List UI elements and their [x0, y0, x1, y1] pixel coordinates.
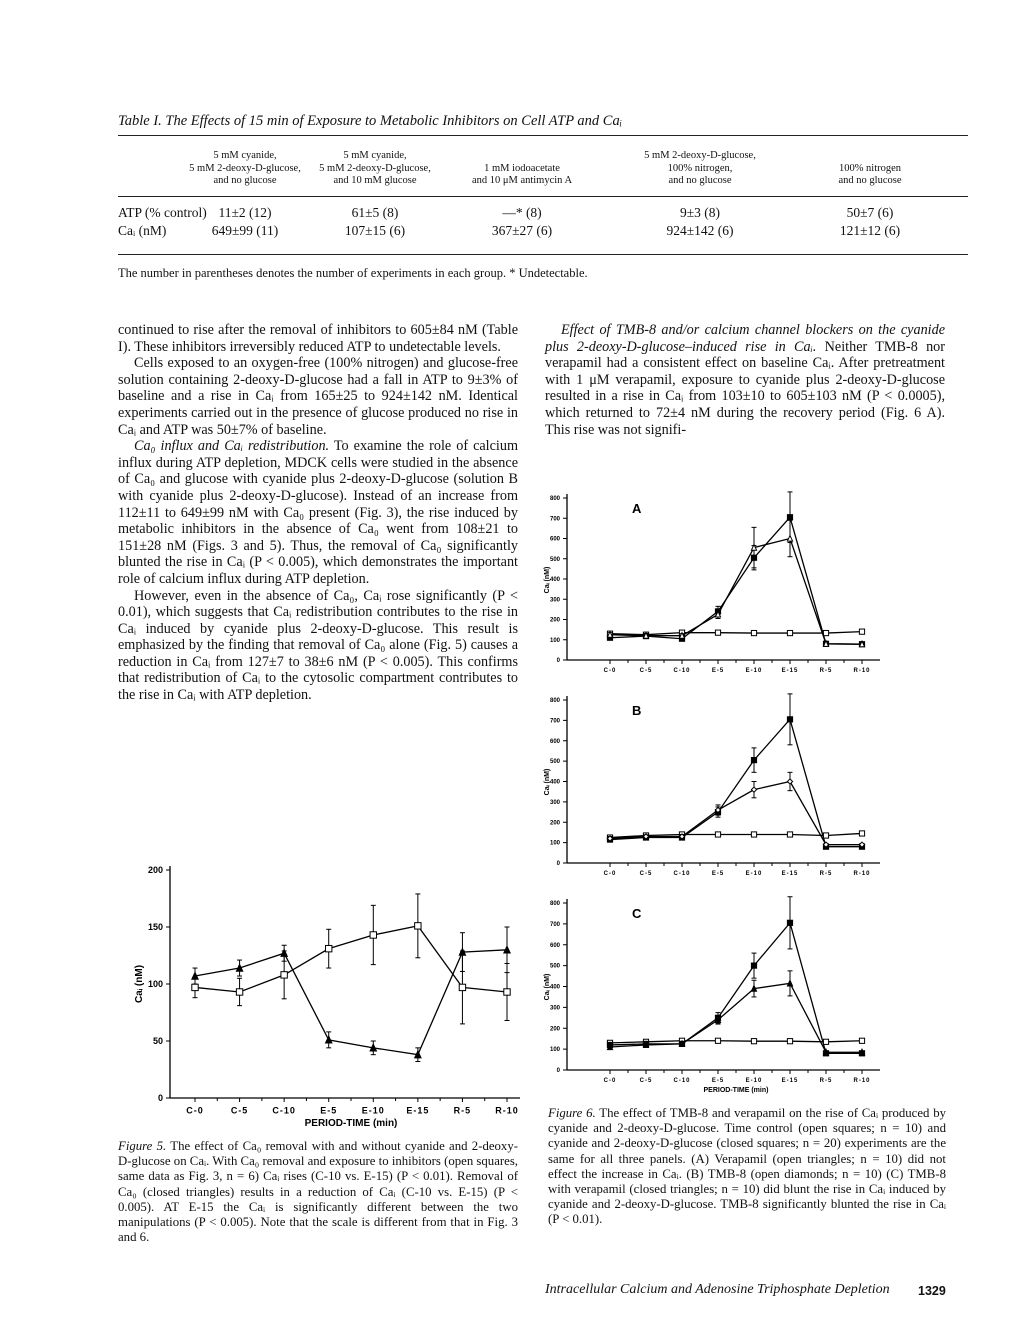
page-number: 1329 [918, 1284, 946, 1298]
x-tick-label: E-15 [781, 1077, 799, 1084]
data-point-open-square [370, 932, 376, 938]
x-tick-label: E-10 [361, 1105, 385, 1116]
x-tick-label: C-5 [639, 1077, 653, 1084]
x-tick-label: C-0 [603, 667, 617, 674]
caption-label: Figure 5. [118, 1139, 167, 1153]
data-point-open-square [281, 972, 287, 978]
y-tick-label: 400 [549, 577, 560, 584]
header-line: and 10 μM antimycin A [471, 175, 573, 186]
data-point-open-square [787, 832, 792, 837]
x-tick-label: E-10 [745, 870, 763, 877]
y-tick-label: 700 [549, 718, 560, 725]
y-tick-label: 500 [549, 556, 560, 563]
data-point-closed-square [787, 515, 792, 520]
x-tick-label: R-5 [819, 870, 833, 877]
table-cell: 121±12 (6) [839, 223, 901, 238]
caption-text: The effect of TMB-8 and verapamil on the rise of Caᵢ produced by cyanide and 2-deoxy-D-glucose. Time control (open squares; n = 10) and cyanide and 2-deoxy-D-glucose (closed squares; n = 20) experiments are the same for all three panels. (A) Verapamil (open triangles; n = 10) did not effect the increase in Caᵢ. (B) TMB-8 (open diamonds; n = 10) (C) TMB-8 with verapamil (closed triangles; n = 10) did blunt the rise in Caᵢ induced by cyanide and 2-deoxy-D-glucose. TMB-8 significantly blunted the rise in Caᵢ (P < 0.01). [548, 1106, 947, 1227]
y-tick-label: 700 [549, 921, 560, 928]
figure-6-caption [548, 1106, 946, 1228]
panel-label: B [632, 703, 642, 718]
data-point-closed-triangle [859, 1049, 864, 1055]
y-tick-label: 400 [549, 779, 560, 786]
paragraph [118, 438, 518, 587]
table-column-header [295, 150, 455, 188]
x-tick-label: E-15 [781, 870, 799, 877]
data-point-open-square [415, 923, 421, 929]
y-axis-label: Caᵢ (nM) [544, 566, 551, 594]
x-tick-label: E-10 [745, 667, 763, 674]
y-tick-label: 500 [549, 963, 560, 970]
y-tick-label: 100 [147, 979, 163, 990]
x-tick-label: C-0 [186, 1105, 204, 1116]
y-tick-label: 0 [556, 658, 560, 665]
x-tick-label: E-15 [406, 1105, 430, 1116]
y-tick-label: 100 [549, 1047, 560, 1054]
x-tick-label: R-10 [495, 1105, 519, 1116]
data-point-open-square [787, 630, 792, 635]
table-cell: 924±142 (6) [666, 223, 734, 238]
y-tick-label: 300 [549, 1005, 560, 1012]
data-point-closed-square [787, 920, 792, 925]
x-tick-label: C-10 [673, 667, 691, 674]
header-line: and no glucose [213, 175, 277, 186]
table-cell: 50±7 (6) [846, 205, 894, 220]
data-point-open-square [715, 1038, 720, 1043]
y-tick-label: 200 [147, 865, 163, 876]
data-point-open-square [504, 989, 510, 995]
y-tick-label: 800 [549, 496, 560, 503]
section-heading: Effect of TMB-8 and/or calcium channel blockers on the cyanide plus 2-deoxy-D-glucose–induced rise in Caᵢ. [545, 322, 945, 355]
table-cell: 9±3 (8) [679, 205, 721, 220]
x-tick-label: C-10 [272, 1105, 296, 1116]
data-point-open-square [787, 1039, 792, 1044]
y-tick-label: 700 [549, 516, 560, 523]
data-point-open-square [823, 630, 828, 635]
data-point-open-square [236, 989, 242, 995]
data-point-open-square [715, 832, 720, 837]
y-tick-label: 800 [549, 698, 560, 705]
data-point-open-triangle [787, 535, 792, 541]
caption-label: Figure 6. [548, 1106, 596, 1120]
x-axis-label: PERIOD-TIME (min) [304, 1118, 398, 1129]
paragraph: continued to rise after the removal of inhibitors to 605±84 nM (Table I). These inhibitors irreversibly reduced ATP to undetectable levels. [118, 322, 518, 355]
table-header-rule [118, 196, 968, 197]
row-label: Caᵢ (nM) [118, 223, 167, 238]
y-tick-label: 50 [152, 1036, 163, 1047]
header-line: and no glucose [838, 175, 902, 186]
x-tick-label: E-5 [711, 667, 725, 674]
series-line [610, 923, 862, 1053]
data-point-open-square [715, 630, 720, 635]
data-point-open-square [859, 1038, 864, 1043]
series-line [610, 539, 862, 645]
table-cell: 61±5 (8) [351, 205, 399, 220]
y-tick-label: 0 [556, 861, 560, 868]
x-tick-label: R-5 [819, 1077, 833, 1084]
data-point-open-square [192, 984, 198, 990]
data-point-open-square [859, 629, 864, 634]
x-tick-label: E-5 [711, 870, 725, 877]
paragraph: Cells exposed to an oxygen-free (100% nitrogen) and glucose-free solution containing 2-deoxy-D-glucose had a fall in ATP to 9±3% of baseline and a rise in Caᵢ from 165±25 to 924±142 nM. Identical experiments carried out in the presence of glucose produced no rise in Caᵢ and ATP was 50±7% of baseline. [118, 355, 518, 438]
y-tick-label: 100 [549, 840, 560, 847]
data-point-open-diamond [751, 787, 756, 792]
y-tick-label: 600 [549, 738, 560, 745]
header-line: and no glucose [668, 175, 732, 186]
y-tick-label: 300 [549, 799, 560, 806]
y-tick-label: 600 [549, 536, 560, 543]
x-tick-label: R-10 [853, 870, 871, 877]
table-cell: 107±15 (6) [344, 223, 406, 238]
data-point-closed-triangle [751, 985, 756, 991]
x-tick-label: E-10 [745, 1077, 763, 1084]
header-line: 5 mM 2-deoxy-D-glucose, [189, 162, 301, 174]
series-line [610, 719, 862, 846]
y-axis-label: Caᵢ (nM) [544, 768, 551, 796]
figure-6a-chart [535, 485, 885, 680]
x-tick-label: C-0 [603, 870, 617, 877]
header-line: and 10 mM glucose [333, 175, 417, 186]
x-tick-label: R-5 [819, 667, 833, 674]
y-tick-label: 0 [157, 1093, 163, 1104]
table-cell: 649±99 (11) [211, 223, 279, 238]
x-tick-label: R-5 [453, 1105, 472, 1116]
y-tick-label: 600 [549, 942, 560, 949]
data-point-closed-triangle [787, 980, 792, 986]
x-tick-label: R-10 [853, 667, 871, 674]
table-bottom-rule [118, 254, 968, 255]
header-line: 100% nitrogen [838, 162, 902, 174]
table-column-header [810, 163, 930, 188]
x-tick-label: R-10 [853, 1077, 871, 1084]
header-line: 5 mM 2-deoxy-D-glucose, [319, 162, 431, 174]
data-point-closed-square [751, 758, 756, 763]
table-footnote: The number in parentheses denotes the number of experiments in each group. * Undetectable. [118, 266, 588, 280]
data-point-open-square [859, 831, 864, 836]
paragraph: However, even in the absence of Ca₀, Caᵢ rose significantly (P < 0.01), which suggests that Caᵢ redistribution contributes to the rise in Caᵢ induced by cyanide plus 2-deoxy-D-glucose. This result is emphasized by the finding that removal of Ca₀ alone (Fig. 5) causes a reduction in Caᵢ from 127±7 to 38±6 nM (P < 0.005). This confirms that redistribution of Caᵢ to the cytosolic compartment contributes to the rise in Caᵢ with ATP depletion. [118, 587, 518, 704]
data-point-open-square [823, 1039, 828, 1044]
figure-6c-chart [535, 893, 885, 1098]
x-tick-label: C-10 [673, 870, 691, 877]
data-point-open-square [751, 630, 756, 635]
figure-5-chart [118, 856, 528, 1136]
x-tick-label: C-5 [230, 1105, 249, 1116]
data-point-open-square [751, 1039, 756, 1044]
y-axis-label: Caᵢ (nM) [544, 973, 551, 1001]
data-point-closed-square [787, 717, 792, 722]
paragraph [545, 322, 945, 438]
right-column [545, 322, 945, 438]
x-tick-label: C-10 [673, 1077, 691, 1084]
running-title: Intracellular Calcium and Adenosine Triphosphate Depletion [545, 1282, 890, 1297]
y-tick-label: 0 [556, 1068, 560, 1075]
y-axis-label: Caᵢ (nM) [134, 964, 145, 1004]
data-point-open-square [751, 832, 756, 837]
series-line [195, 950, 507, 1055]
header-line: 100% nitrogen, [667, 162, 733, 174]
y-tick-label: 400 [549, 984, 560, 991]
y-tick-label: 150 [147, 922, 163, 933]
y-tick-label: 200 [549, 1026, 560, 1033]
y-tick-label: 800 [549, 901, 560, 908]
panel-label: C [632, 906, 642, 921]
data-point-open-square [326, 945, 332, 951]
section-heading: Ca₀ influx and Caᵢ redistribution. [134, 438, 330, 455]
paragraph-text: Neither TMB-8 nor verapamil had a consistent effect on baseline Caᵢ. After pretreatment with 1 μM verapamil, exposure to cyanide plus 2-deoxy-D-glucose resulted in a rise in Caᵢ from 103±10 to 605±103 nM (P < 0.0005), which returned to 72±4 nM during the recovery period (Fig. 6 A). This rise was not signifi- [545, 338, 945, 438]
data-point-open-square [823, 833, 828, 838]
y-tick-label: 300 [549, 597, 560, 604]
data-point-open-diamond [787, 779, 792, 784]
series-line [195, 926, 507, 992]
table-cell: 11±2 (12) [218, 205, 272, 220]
table-cell: —* (8) [502, 205, 542, 220]
x-tick-label: C-5 [639, 870, 653, 877]
header-line: 5 mM cyanide, [213, 150, 277, 161]
x-tick-label: C-0 [603, 1077, 617, 1084]
data-point-open-square [459, 984, 465, 990]
x-axis-label: PERIOD-TIME (min) [703, 1087, 769, 1094]
header-line: 1 mM iodoacetate [484, 162, 560, 174]
table-top-rule [118, 135, 968, 136]
panel-label: A [632, 501, 642, 516]
header-line: 5 mM cyanide, [343, 150, 407, 161]
y-tick-label: 200 [549, 617, 560, 624]
y-tick-label: 500 [549, 759, 560, 766]
data-point-closed-square [751, 963, 756, 968]
left-column [118, 322, 518, 704]
table-cell: 367±27 (6) [491, 223, 553, 238]
caption-text: The effect of Ca₀ removal with and without cyanide and 2-deoxy-D-glucose on Caᵢ. With Ca₀ removal and exposure to inhibitors (open squares, same data as Fig. 3, n = 6) Caᵢ rises (C-10 vs. E-15) (P < 0.01). Removal of Ca₀ (closed triangles) results in a reduction of Caᵢ (C-10 vs. E-15) (P < 0.005). AT E-15 the Caᵢ is significantly different between the two manipulations (P < 0.005). Note that the scale is different from that in Fig. 3 and 6. [118, 1139, 518, 1245]
figure-5-caption [118, 1139, 518, 1245]
row-label: ATP (% control) [118, 205, 207, 220]
figure-6b-chart [535, 690, 885, 885]
table-column-header [447, 163, 597, 188]
x-tick-label: C-5 [639, 667, 653, 674]
x-tick-label: E-5 [711, 1077, 725, 1084]
paragraph-text: To examine the role of calcium influx during ATP depletion, MDCK cells were studied in the absence of Ca₀ and glucose with cyanide plus 2-deoxy-D-glucose (solution B with cyanide plus 2-deoxy-D-glucose). Instead of an increase from 112±11 to 649±99 nM with Ca₀ present (Fig. 3), the rise induced by metabolic inhibitors in the absence of Ca₀ went from 108±21 to 151±28 nM (Figs. 3 and 5). Thus, the removal of Ca₀ significantly blunted the rise in Caᵢ (P < 0.005), which demonstrates the important role of calcium influx during ATP depletion. [118, 438, 518, 587]
table-caption: Table I. The Effects of 15 min of Exposure to Metabolic Inhibitors on Cell ATP and Caᵢ [118, 113, 623, 129]
x-tick-label: E-5 [320, 1105, 338, 1116]
y-tick-label: 100 [549, 637, 560, 644]
x-tick-label: E-15 [781, 667, 799, 674]
y-tick-label: 200 [549, 820, 560, 827]
header-line: 5 mM 2-deoxy-D-glucose, [644, 150, 756, 161]
table-column-header [615, 150, 785, 188]
